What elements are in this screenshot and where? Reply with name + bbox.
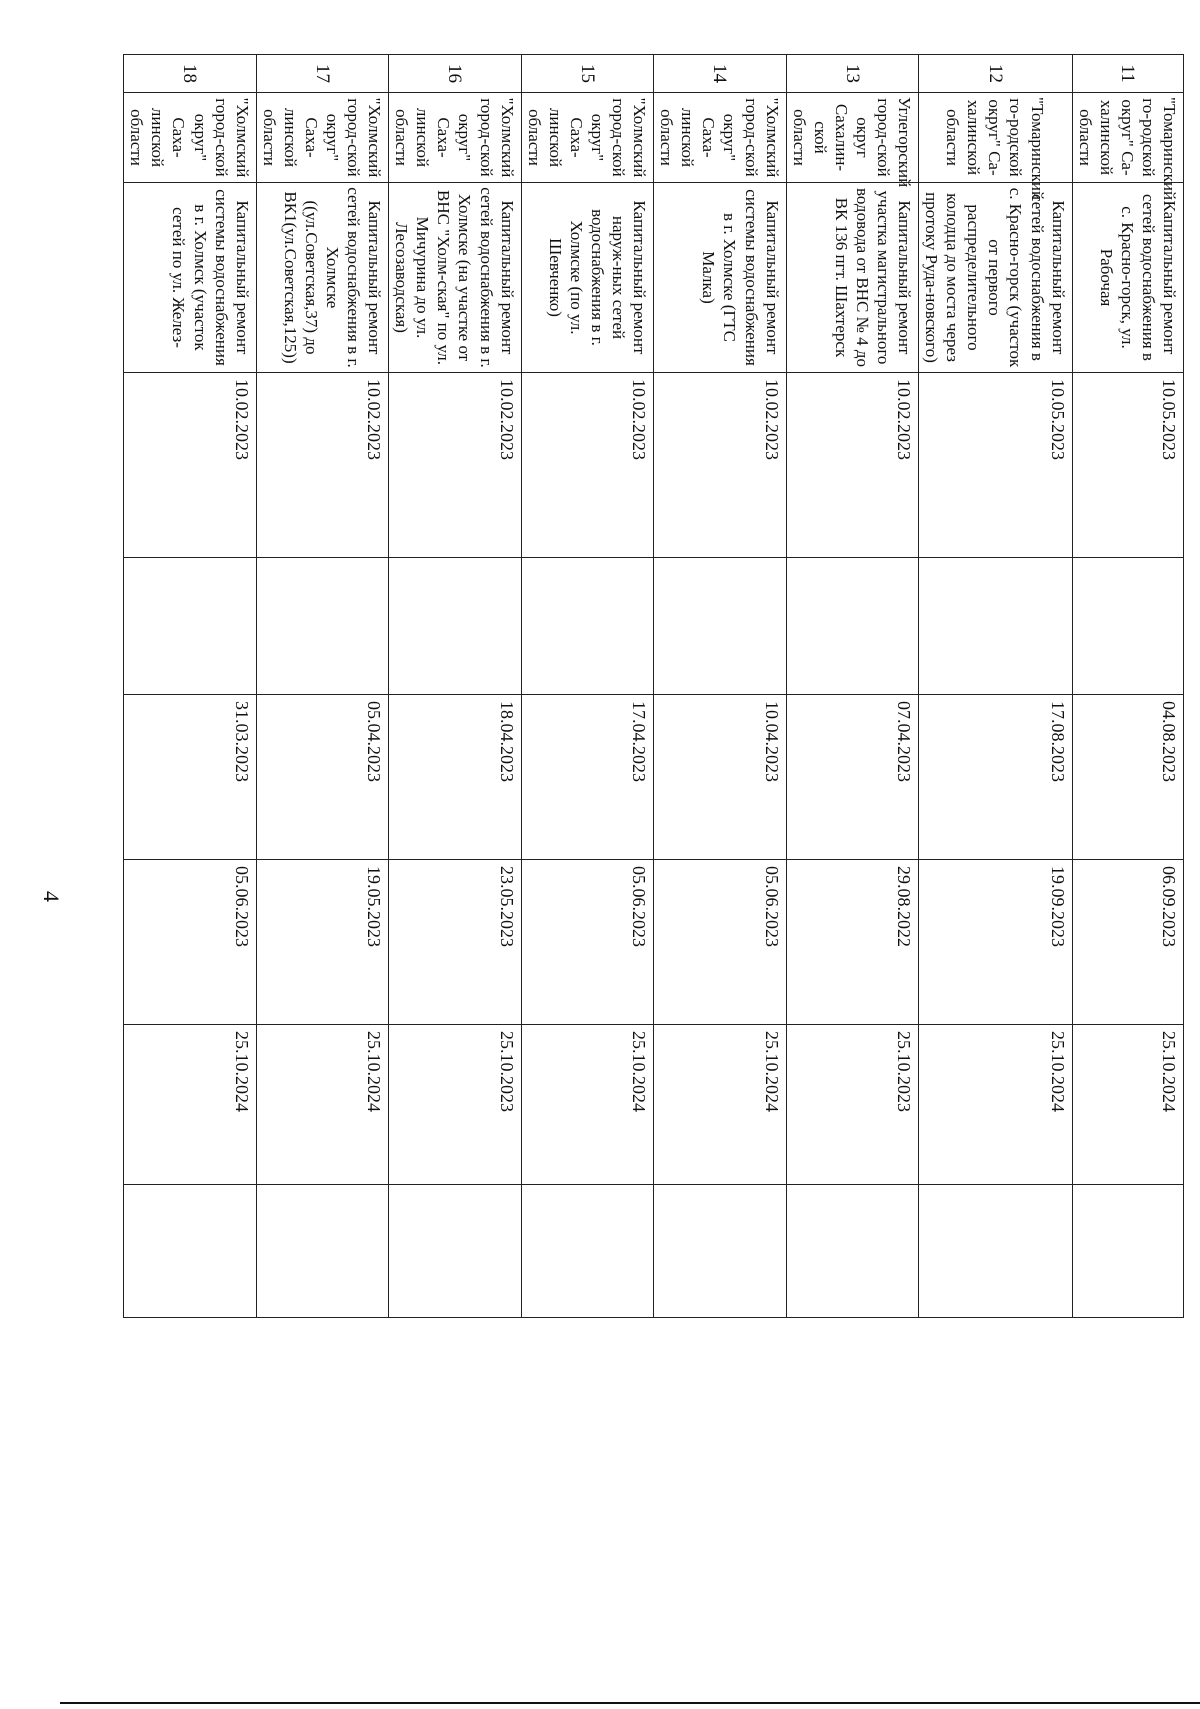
table-row bbox=[521, 55, 653, 1318]
organization-cell: "Холмский город-ской округ" Саха-линской области bbox=[654, 93, 786, 183]
date-cell: 23.05.2023 bbox=[389, 860, 521, 1025]
date-cell: 25.10.2024 bbox=[919, 1025, 1073, 1185]
organization-cell: "Холмский город-ской округ" Саха-линской области bbox=[124, 93, 256, 183]
date-cell: 10.02.2023 bbox=[389, 373, 521, 558]
date-cell: 18.04.2023 bbox=[389, 695, 521, 860]
organization-cell: "Холмский город-ской округ" Саха-линской области bbox=[521, 93, 653, 183]
date-cell: 25.10.2024 bbox=[1072, 1025, 1183, 1185]
date-cell: 10.02.2023 bbox=[786, 373, 918, 558]
organization-cell: "Томаринский го-родской округ" Са-халинской области bbox=[1072, 93, 1183, 183]
date-cell: 29.08.2022 bbox=[786, 860, 918, 1025]
work-description-cell: Капитальный ремонт сетей водоснабжения в г. Холмске (на участке от ВНС "Холм-ская" по ул. Мичурина до ул. Лесозаводская) bbox=[389, 183, 521, 373]
date-cell: 04.08.2023 bbox=[1072, 695, 1183, 860]
date-cell bbox=[521, 558, 653, 695]
date-cell: 25.10.2024 bbox=[124, 1025, 256, 1185]
table-row bbox=[654, 55, 786, 1318]
date-cell bbox=[521, 1185, 653, 1318]
date-cell bbox=[256, 558, 388, 695]
date-cell: 19.05.2023 bbox=[256, 860, 388, 1025]
date-cell: 10.02.2023 bbox=[654, 373, 786, 558]
table-row bbox=[256, 55, 388, 1318]
date-cell: 10.04.2023 bbox=[654, 695, 786, 860]
date-cell: 10.02.2023 bbox=[521, 373, 653, 558]
date-cell: 31.03.2023 bbox=[124, 695, 256, 860]
work-description-cell: Капитальный ремонт системы водоснабжения в г. Холмск (участок сетей по ул. Желез- bbox=[124, 183, 256, 373]
schedule-table-grid bbox=[123, 54, 1184, 1318]
page-bottom-rule bbox=[60, 1702, 1200, 1704]
date-cell: 10.02.2023 bbox=[124, 373, 256, 558]
organization-cell: "Холмский город-ской округ" Саха-линской области bbox=[389, 93, 521, 183]
row-number: 17 bbox=[256, 55, 388, 93]
date-cell: 06.09.2023 bbox=[1072, 860, 1183, 1025]
date-cell: 05.04.2023 bbox=[256, 695, 388, 860]
date-cell bbox=[654, 558, 786, 695]
date-cell: 05.06.2023 bbox=[521, 860, 653, 1025]
row-number: 14 bbox=[654, 55, 786, 93]
date-cell bbox=[786, 558, 918, 695]
date-cell: 10.05.2023 bbox=[919, 373, 1073, 558]
row-number: 12 bbox=[919, 55, 1073, 93]
table-row bbox=[919, 55, 1073, 1318]
table-row bbox=[786, 55, 918, 1318]
date-cell: 10.02.2023 bbox=[256, 373, 388, 558]
date-cell bbox=[1072, 1185, 1183, 1318]
work-description-cell: Капитальный ремонт сетей водоснабжения в г. Холмске ((ул.Советская,37) до ВК1(ул.Советская,125)) bbox=[256, 183, 388, 373]
row-number: 16 bbox=[389, 55, 521, 93]
row-number: 11 bbox=[1072, 55, 1183, 93]
date-cell bbox=[124, 558, 256, 695]
date-cell bbox=[919, 558, 1073, 695]
work-description-cell: Капитальный ремонт сетей водоснабжения в с. Красно-горск, ул. Рабочая bbox=[1072, 183, 1183, 373]
date-cell bbox=[786, 1185, 918, 1318]
page-number: 4 bbox=[39, 891, 64, 902]
date-cell: 05.06.2023 bbox=[654, 860, 786, 1025]
organization-cell: "Холмский город-ской округ" Саха-линской области bbox=[256, 93, 388, 183]
date-cell: 17.04.2023 bbox=[521, 695, 653, 860]
table-row bbox=[124, 55, 256, 1318]
date-cell: 25.10.2024 bbox=[654, 1025, 786, 1185]
date-cell bbox=[124, 1185, 256, 1318]
date-cell: 10.05.2023 bbox=[1072, 373, 1183, 558]
date-cell bbox=[389, 558, 521, 695]
date-cell: 07.04.2023 bbox=[786, 695, 918, 860]
date-cell: 05.06.2023 bbox=[124, 860, 256, 1025]
work-description-cell: Капитальный ремонт наруж-ных сетей водоснабжения в г. Холмске (по ул. Шевченко) bbox=[521, 183, 653, 373]
table-row bbox=[1072, 55, 1183, 1318]
date-cell: 25.10.2023 bbox=[786, 1025, 918, 1185]
date-cell: 25.10.2024 bbox=[256, 1025, 388, 1185]
row-number: 13 bbox=[786, 55, 918, 93]
row-number: 18 bbox=[124, 55, 256, 93]
work-description-cell: Капитальный ремонт системы водоснабжения в г. Холмске (ГТС Малка) bbox=[654, 183, 786, 373]
row-number: 15 bbox=[521, 55, 653, 93]
date-cell bbox=[1072, 558, 1183, 695]
date-cell bbox=[256, 1185, 388, 1318]
organization-cell: Углегорский город-ской округ Сахалин-ской области bbox=[786, 93, 918, 183]
organization-cell: "Томаринский го-родской округ" Са-халинской области bbox=[919, 93, 1073, 183]
date-cell bbox=[389, 1185, 521, 1318]
work-description-cell: Капитальный ремонт сетей водоснабжения в с. Красно-горск (участок от первого распределительного колодца до моста через протоку Руда-новского) bbox=[919, 183, 1073, 373]
work-description-cell: Капитальный ремонт участка магистрального водовода от ВНС № 4 до ВК 136 пгт. Шахтерск bbox=[786, 183, 918, 373]
schedule-table bbox=[127, 54, 1184, 1317]
date-cell: 25.10.2024 bbox=[521, 1025, 653, 1185]
date-cell bbox=[919, 1185, 1073, 1318]
date-cell: 25.10.2023 bbox=[389, 1025, 521, 1185]
date-cell: 19.09.2023 bbox=[919, 860, 1073, 1025]
date-cell bbox=[654, 1185, 786, 1318]
date-cell: 17.08.2023 bbox=[919, 695, 1073, 860]
table-row bbox=[389, 55, 521, 1318]
